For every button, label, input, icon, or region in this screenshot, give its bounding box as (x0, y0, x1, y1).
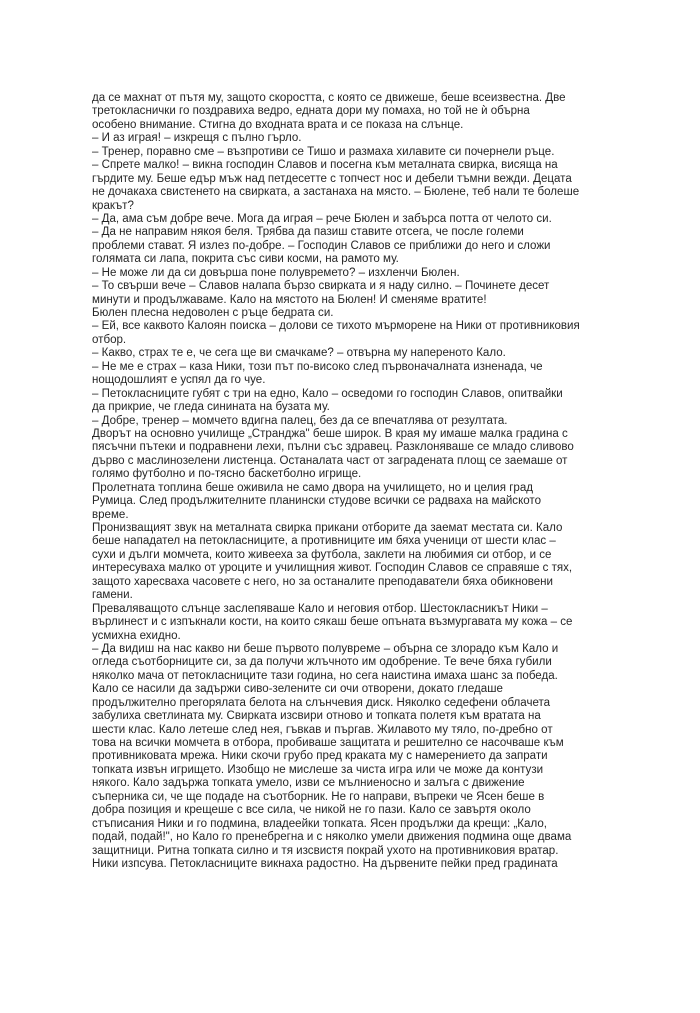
text-line: огледа съотборниците си, за да получи жлъчното им одобрение. Те вече бяха губили (92, 656, 552, 669)
text-line: защото харесваха часовете с него, но за останалите преподаватели бяха обикновени (92, 575, 553, 588)
text-line: усмихна ехидно. (92, 629, 181, 642)
text-line: противниковата мрежа. Ники скочи грубо пред краката му с намерението да запрати (92, 750, 548, 763)
text-line: – Да не направим някоя беля. Трябва да пазиш ставите отсега, че после големи (92, 226, 524, 239)
text-line: пясъчни пътеки и подравнени лехи, пълни със здравец. Разклоняваше се младо сливово (92, 441, 574, 454)
text-line: топката извън игрището. Изобщо не мислеше за чиста игра или че може да контузи (92, 763, 544, 776)
text-line: особено внимание. Стигна до входната врата и се показа на слънце. (92, 118, 464, 131)
text-line: дърво с маслинозелени листенца. Останалата част от заградената площ се заемаше от (92, 454, 568, 467)
text-line: – Спрете малко! – викна господин Славов и посегна към металната свирка, висяща на (92, 159, 558, 172)
text-line: Ники изпсува. Петокласниците викнаха радостно. На дървените пейки пред градината (92, 857, 558, 870)
text-line: не дочакаха свистенето на свирката, а застанаха на място. – Бюлене, теб нали те болеше (92, 186, 580, 199)
text-line: Преваляващото слънце заслепяваше Кало и неговия отбор. Шестокласникът Ники – (92, 602, 548, 615)
text-line: Пронизващият звук на металната свирка прикани отборите да заемат местата си. Кало (92, 522, 563, 534)
text-line: забулиха светлината му. Свирката изсвири отново и топката полетя към вратата на (92, 710, 541, 723)
text-line: интересуваха малко от уроците и училищния живот. Господин Славов се справяше с тях, (92, 562, 573, 575)
text-line: – Да, ама съм добре вече. Мога да играя – рече Бюлен и забърса потта от челото си. (92, 212, 552, 225)
text-line: гърдите му. Беше едър мъж над петдесетте с топчест нос и дебели тъмни вежди. Децата (92, 172, 572, 185)
text-line: третокласнички го поздравиха ведро, едната дори му помаха, но той не ѝ обърна (92, 105, 530, 118)
text-line: отбор. (92, 333, 127, 346)
text-line: да се махнат от пътя му, защото скоростта, с която се движеше, беше всеизвестна. Две (92, 92, 566, 104)
text-line: Кало се насили да задържи сиво-зелените си очи отворени, докато гледаше (92, 683, 503, 696)
text-line: голямо футболно и по-тясно баскетболно игрище. (92, 468, 362, 481)
text-line: – И аз играя! – изкрещя с пълно гърло. (92, 132, 302, 145)
text-line: шести клас. Кало летеше след нея, гъвкав и пъргав. Жилавото му тяло, по-дребно от (92, 723, 553, 736)
text-line: – То свърши вече – Славов налапа бързо свирката и я наду силно. – Починете десет (92, 280, 550, 293)
text-line: – Да видиш на нас какво ни беше първото полувреме – обърна се злорадо към Кало и (92, 642, 559, 655)
story-text (92, 92, 612, 871)
text-line: Пролетната топлина беше оживила не само двора на училището, но и целия град (92, 481, 533, 494)
text-line: добра позиция и крещеше с все сила, че никой не го пази. Кало се завъртя около (92, 804, 531, 817)
text-line: Дворът на основно училище „Странджа" беше широк. В края му имаше малка градина с (92, 427, 568, 440)
text-line: да прикрие, че гледа синината на бузата му. (92, 401, 330, 414)
text-line: Румица. След продължителните планински студове всички се радваха на майското (92, 495, 542, 508)
text-line: някого. Кало задържа топката умело, изви се мълниеносно и залъга с движение (92, 777, 525, 790)
text-line: беше нападател на петокласниците, а противниците им бяха ученици от шести клас – (92, 535, 556, 548)
text-line: сухи и дълги момчета, които живееха за футбола, заклети на любимия си отбор, и се (92, 548, 552, 561)
text-line: продължително прегорялата белота на слънчевия диск. Няколко седефени облачета (92, 696, 551, 709)
text-line: стъписания Ники и го подмина, владеейки топката. Ясен продължи да крещи: „Кало, (92, 817, 547, 830)
text-line: голямата си лапа, покрита със сиви косми, на рамото му. (92, 253, 399, 266)
text-line: Бюлен плесна недоволен с ръце бедрата си. (92, 307, 334, 319)
text-line: минути и продължаваме. Кало на мястото на Бюлен! И сменяме вратите! (92, 293, 487, 306)
text-line: – Не може ли да си довърша поне полувремето? – изхленчи Бюлен. (92, 266, 460, 279)
text-line: върлинест и с изпъкнали кости, на които сякаш беше опъната възмургавата му кожа – се (92, 616, 573, 629)
text-line: нощодошлият е успял да го чуе. (92, 374, 266, 387)
text-line: подай, подай!", но Кало го пренебрегна и с няколко умели движения подмина още двама (92, 831, 572, 844)
text-line: – Добре, тренер – момчето вдигна палец, без да се впечатлява от резултата. (92, 414, 508, 427)
text-line: това на всички момчета в отбора, пробиваше защитата и решително се насочваше към (92, 737, 564, 749)
text-line: – Ей, все каквото Калоян поиска – долови се тихото мърморене на Ники от противниковия (92, 320, 580, 333)
text-line: – Какво, страх те е, че сега ще ви смачкаме? – отвърна му напереното Кало. (92, 347, 506, 360)
text-line: съперника си, че ще подаде на съотборник. Не го направи, въпреки че Ясен беше в (92, 790, 545, 803)
text-line: кракът? (92, 199, 134, 212)
text-line: защитници. Ритна топката силно и тя изсвистя покрай ухото на противниковия вратар. (92, 844, 559, 857)
text-line: няколко мача от петокласниците тази година, но сега наистина имаха шанс за победа. (92, 669, 558, 682)
text-line: време. (92, 508, 129, 521)
text-line: гамени. (92, 589, 133, 602)
text-line: – Петокласниците губят с три на едно, Кало – осведоми го господин Славов, опитвайки (92, 387, 563, 400)
text-line: – Тренер, поравно сме – възпротиви се Тишо и размаха хилавите си почернели ръце. (92, 145, 555, 158)
text-line: проблеми стават. Я излез по-добре. – Господин Славов се приближи до него и сложи (92, 239, 551, 252)
text-line: – Не ме е страх – каза Ники, този път по-високо след първоначалната изненада, че (92, 360, 543, 373)
